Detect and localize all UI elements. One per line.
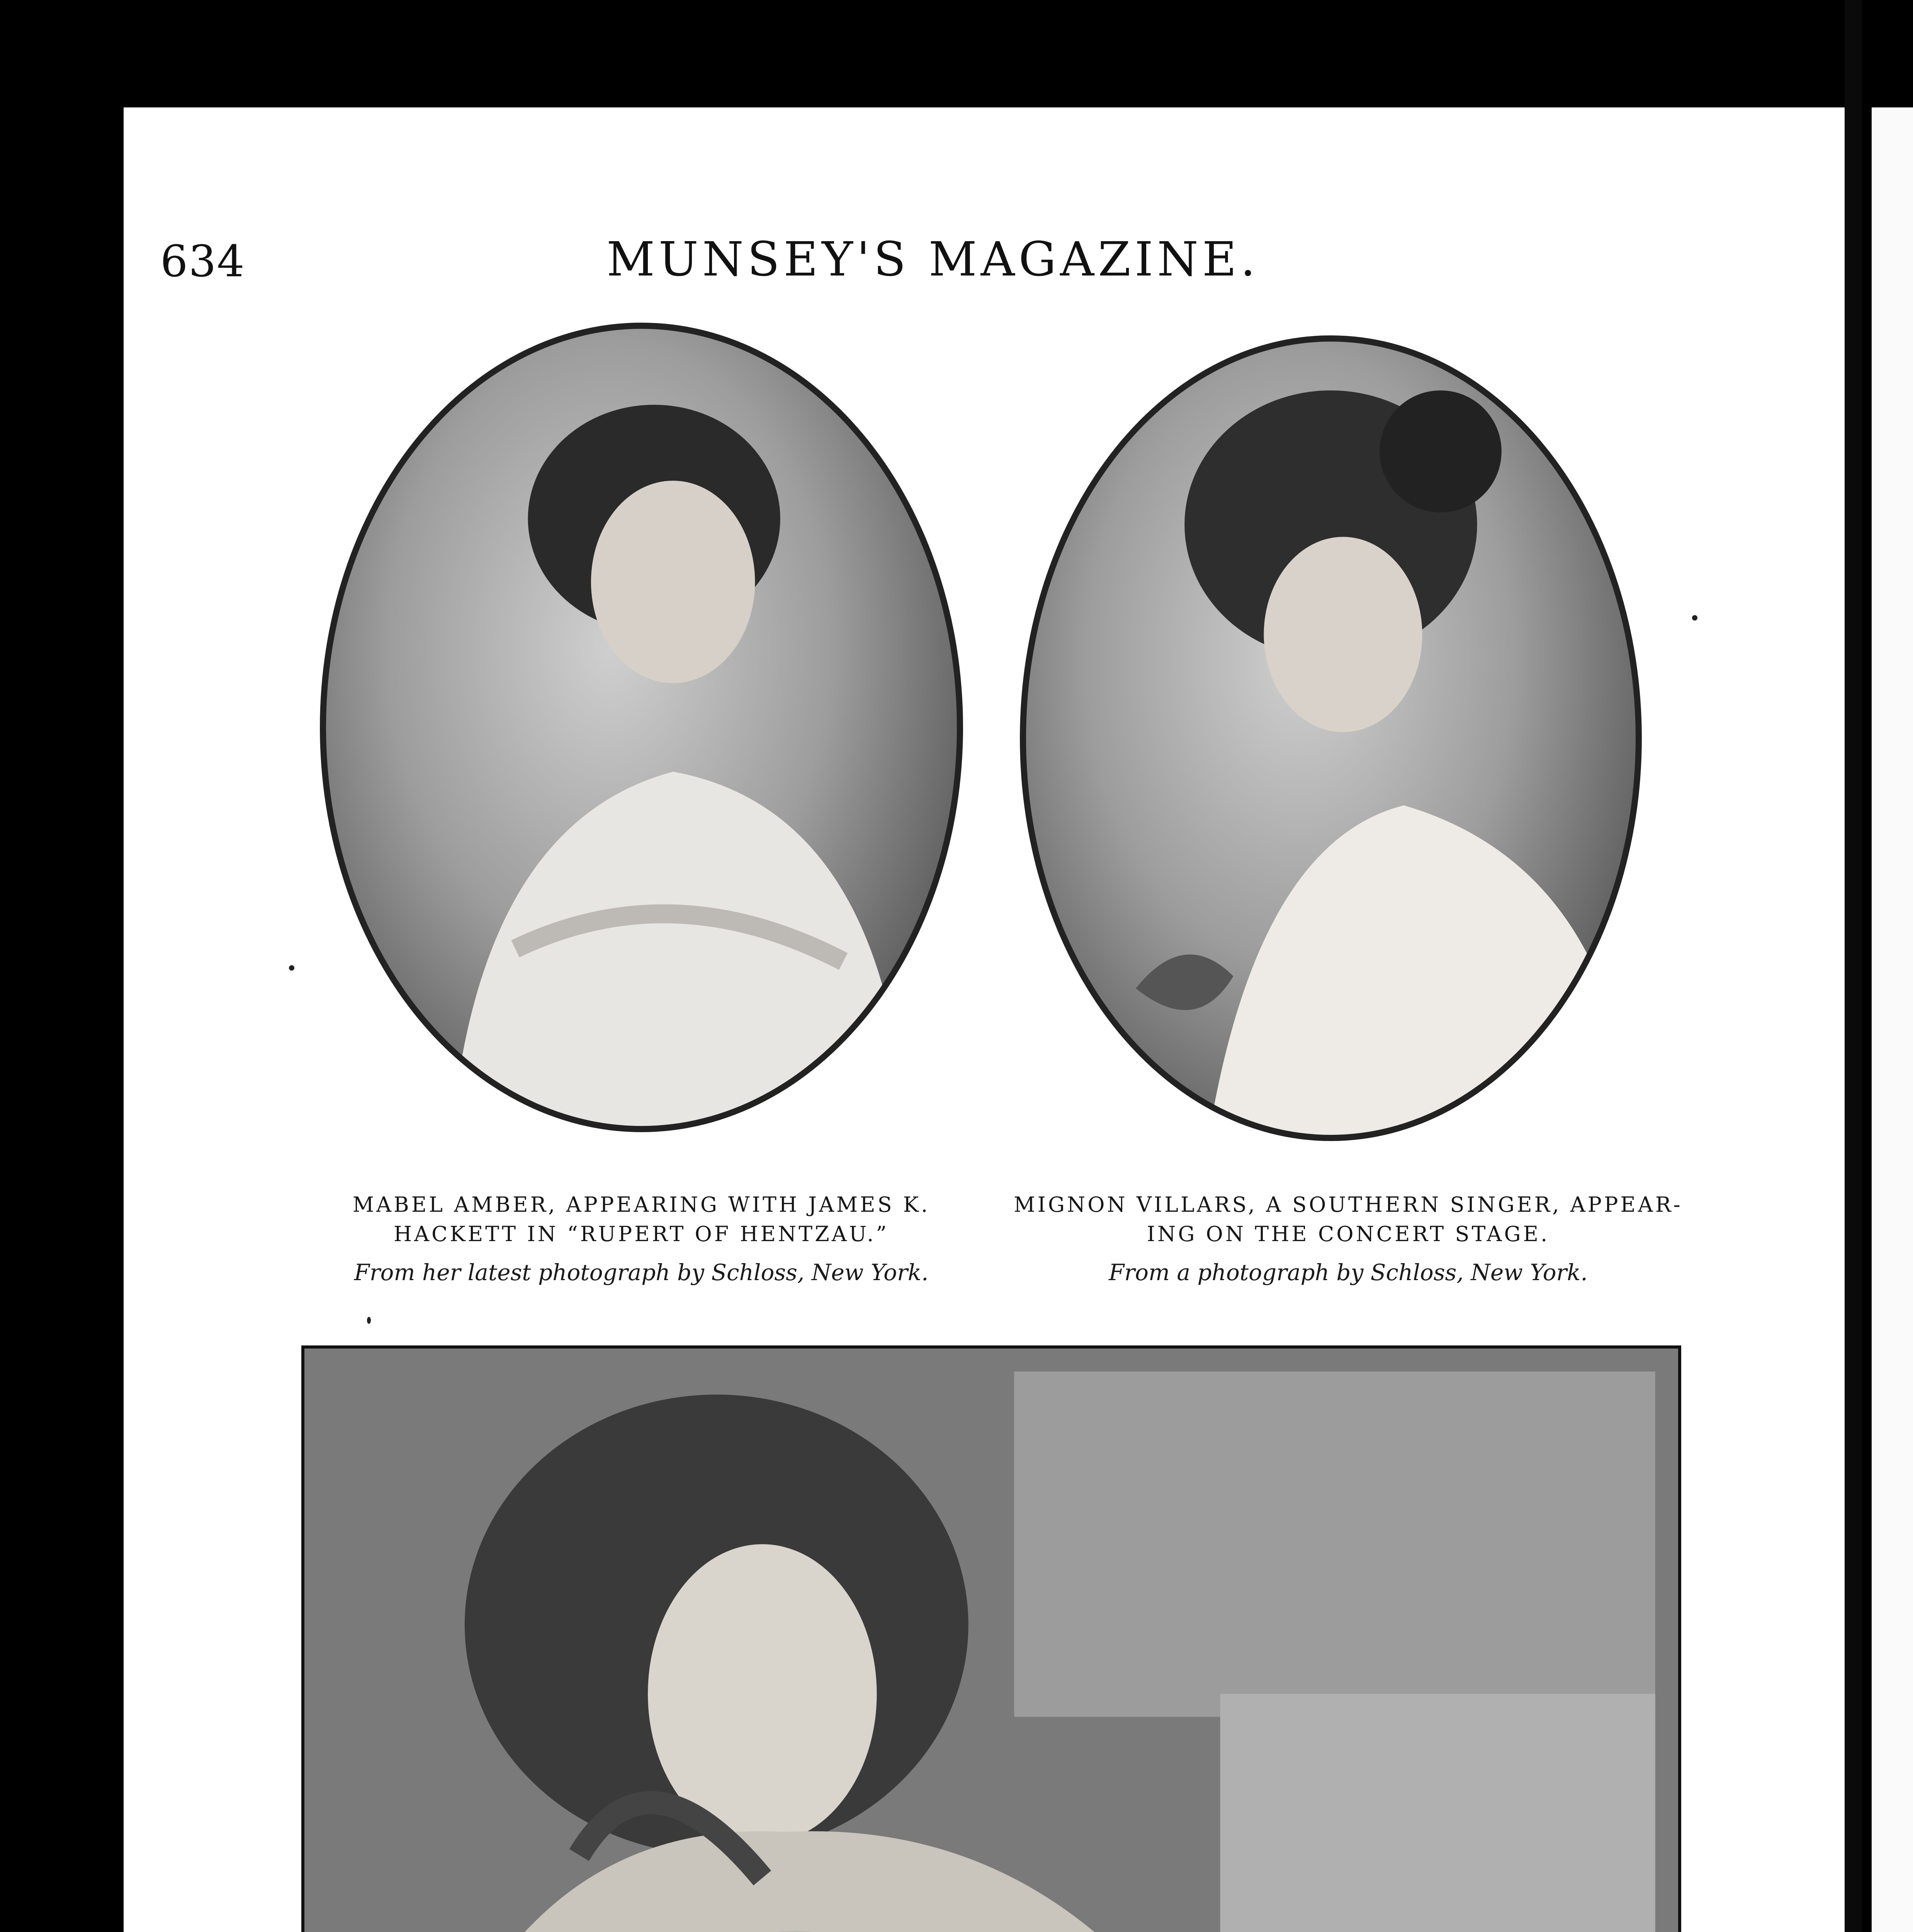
photo-ellaline-terriss-image	[304, 1349, 1678, 1932]
photo-ellaline-terriss	[301, 1345, 1681, 1932]
print-speck	[289, 965, 294, 971]
caption-mabel-amber-line2: HACKETT IN “RUPERT OF HENTZAU.”	[393, 1222, 889, 1246]
running-title: MUNSEY'S MAGAZINE.	[607, 232, 1259, 287]
portrait-mabel-amber-image	[326, 329, 957, 1126]
print-speck	[1692, 615, 1697, 621]
credit-mignon-villars: From a photograph by Schloss, New York.	[1109, 1259, 1588, 1286]
caption-mabel-amber-line1: MABEL AMBER, APPEARING WITH JAMES K.	[352, 1192, 930, 1217]
credit-mabel-amber: From her latest photograph by Schloss, New York.	[354, 1259, 929, 1286]
caption-mignon-villars-line1: MIGNON VILLARS, A SOUTHERN SINGER, APPEAR-	[1014, 1192, 1683, 1217]
caption-mignon-villars-line2: ING ON THE CONCERT STAGE.	[1147, 1222, 1550, 1246]
page-number: 634	[160, 236, 245, 287]
portrait-mignon-villars	[1020, 335, 1642, 1141]
portrait-mignon-villars-image	[1026, 342, 1636, 1135]
portrait-mabel-amber	[320, 323, 963, 1132]
print-speck	[367, 1317, 371, 1324]
page-gutter	[1845, 0, 1862, 1932]
facing-page-edge	[1872, 107, 1913, 1932]
